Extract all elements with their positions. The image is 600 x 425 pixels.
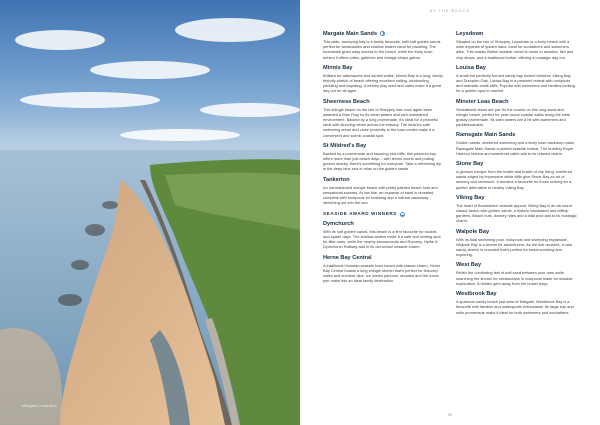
entry-title: Ramsgate Main Sands xyxy=(456,132,516,139)
beach-entry xyxy=(456,132,577,156)
section-heading-text: SEASIDE AWARD WINNERS xyxy=(323,211,397,217)
entry-body: This wide, sweeping bay is a family favourite, with soft golden sands perfect for sandcastles and shallow waters ideal for paddling. The boardwalk gives easy access to the beach, while the lively town behind it offers cafés, galleries and vintage shops galore. xyxy=(323,39,441,60)
entry-title: Viking Bay xyxy=(456,194,485,201)
entry-body: A glorious escape from the hustle and bustle of city living, sheltered sands edged by impressive white cliffs give Stone Bay an air of secrecy and seclusion. It remains a favourite for those looking for a quieter alternative to nearby Viking Bay. xyxy=(456,169,572,190)
beach-entry xyxy=(456,195,577,224)
entry-title: Walpole Bay xyxy=(456,228,490,235)
entry-body: A traditional Victorian seaside town beach with classic charm, Herne Bay Central boasts a long shingle stretch that's perfect for leisurely walks and summer dips. Ice cream parlours, arcades and the iconic pier make this an ideal family destination. xyxy=(323,262,441,284)
entry-title: Leysdown xyxy=(456,31,484,37)
beach-entry xyxy=(456,291,577,315)
entry-title: St Mildred's Bay xyxy=(323,142,367,149)
entry-body: With its soft golden sands, this beach is a firm favourite for bucket-and-spade days. The shallow waters make it a safe and inviting spot for little ones, while the nearby amusements and Romney, Hythe & Dymchurch Railway add to its old-school seaside charm. xyxy=(323,228,441,250)
entry-body: Situated on the Isle of Sheppey, Leysdown is a lively beach with a wide expanse of golden sand, ideal for sunbathers and swimmers alike. This classic British seaside resort is home to arcades, fish and chip shops, and a traditional funfair, offering a nostalgic day out. xyxy=(456,39,574,60)
beach-entry xyxy=(323,143,444,172)
entry-title: Minster Leas Beach xyxy=(456,98,509,105)
blue-flag-icon xyxy=(380,31,385,36)
beach-entry xyxy=(323,177,444,206)
beach-entry xyxy=(323,99,444,138)
entry-title: West Bay xyxy=(456,262,482,269)
seaside-award-icon xyxy=(400,212,405,217)
entry-body: Relish the comforting feel of soft sand between your toes while searching the shores for crustaceans in rockpools made for seaside exploration. A hidden gem away from the busier bays. xyxy=(456,270,573,286)
entry-title: Herne Bay Central xyxy=(323,254,372,261)
entry-title: Tankerton xyxy=(323,176,350,183)
entry-body: The heart of Broadstairs' seaside appeal, Viking Bay is an all-round classic beach with golden sands, a historic bandstand and clifftop gardens. Beach huts, donkey rides and a tidal pool add to its nostalgic charm. xyxy=(456,202,577,224)
entry-title-text: Margate Main Sands xyxy=(323,31,378,37)
photo-caption: Margate coastline xyxy=(22,403,57,408)
entry-body: An old-fashioned shingle beach with pretty painted beach huts and sensational sunsets. At low tide, an expanse of sand is revealed, complete with rockpools for crabbing and a natural causeway stretching out into the sea. xyxy=(323,184,438,206)
beach-entry xyxy=(456,31,577,60)
page-number: 95 xyxy=(447,412,453,417)
entry-body: Golden sands, sheltered swimming and a lively town backdrop make Ramsgate Main Sands a perfect seaside retreat. The bustling Royal Harbour Marina and waterfront cafés add to its relaxed charm. xyxy=(456,140,575,156)
entry-title xyxy=(323,31,444,38)
entry-body: A small but perfectly formed sandy bay tucked between Viking Bay and Dumpton Gap, Louisa Bay is a peaceful retreat with rockpools and dramatic chalk cliffs. Popular with swimmers and families looking for a quieter spot to unwind. xyxy=(456,72,575,94)
entry-title: Stone Bay xyxy=(456,161,484,168)
entry-body: Sensational views are par for the course on this long sand-and-shingle beach, perfect for year-round coastal walks along the wide grassy promenade. Its calm waters are a hit with swimmers and paddleboarders. xyxy=(456,106,570,128)
entry-title: Minnis Bay xyxy=(323,64,353,71)
running-head: AT THE BEACH xyxy=(429,8,471,13)
entry-body: Backed by a promenade and stunning sea cliffs, this peaceful bay offers more than just beach days – with tennis courts and putting greens nearby, there's something for everyone. Take a refreshing dip in the deep blue sea or relax on the golden sands. xyxy=(323,150,442,172)
beach-entry xyxy=(323,221,444,250)
beach-entry xyxy=(456,99,577,128)
entry-title: Louisa Bay xyxy=(456,64,486,71)
left-column xyxy=(323,31,444,288)
beach-entry xyxy=(456,229,577,258)
entry-title: Sheerness Beach xyxy=(323,98,370,105)
entry-body: This shingle beach on the isle of Sheppey has once again been awarded a Blue Flag for its clean waters and well-maintained environment. Backed by a long promenade, it's ideal for a peaceful stroll with stunning views across the estuary. The beach's safe swimming areas and close proximity to the town centre make it a convenient and scenic coastal spot. xyxy=(323,106,438,138)
entry-title: Westbrook Bay xyxy=(456,291,497,298)
right-column xyxy=(456,31,577,320)
beach-entry xyxy=(456,262,577,286)
entry-body: A spacious sandy beach just west of Margate, Westbrook Bay is a favourite with families and watersports enthusiasts. Its large bay and wide promenade make it ideal for both swimmers and sunbathers. xyxy=(456,299,574,315)
entry-body: Brilliant for watersports and sunset walks, Minnis Bay is a long, family-friendly stretch of beach offering excellent sailing, windsurfing, paddling and kayaking. A nearby play area and cafés make it a great day out for all ages. xyxy=(323,72,444,94)
beach-entry xyxy=(456,161,577,190)
entry-title: Dymchurch xyxy=(323,220,354,227)
beach-entry xyxy=(323,31,444,60)
beach-entry xyxy=(323,255,444,284)
beach-entry xyxy=(456,65,577,94)
entry-body: With its tidal swimming pool, rockpools and sweeping esplanade, Walpole Bay is a dream for adventurers. As the tide recedes, a vast sandy stretch is revealed that's perfect for beachcombing and exploring. xyxy=(456,236,572,258)
beach-entry xyxy=(323,65,444,94)
section-heading xyxy=(323,211,444,216)
text-page xyxy=(300,0,600,425)
